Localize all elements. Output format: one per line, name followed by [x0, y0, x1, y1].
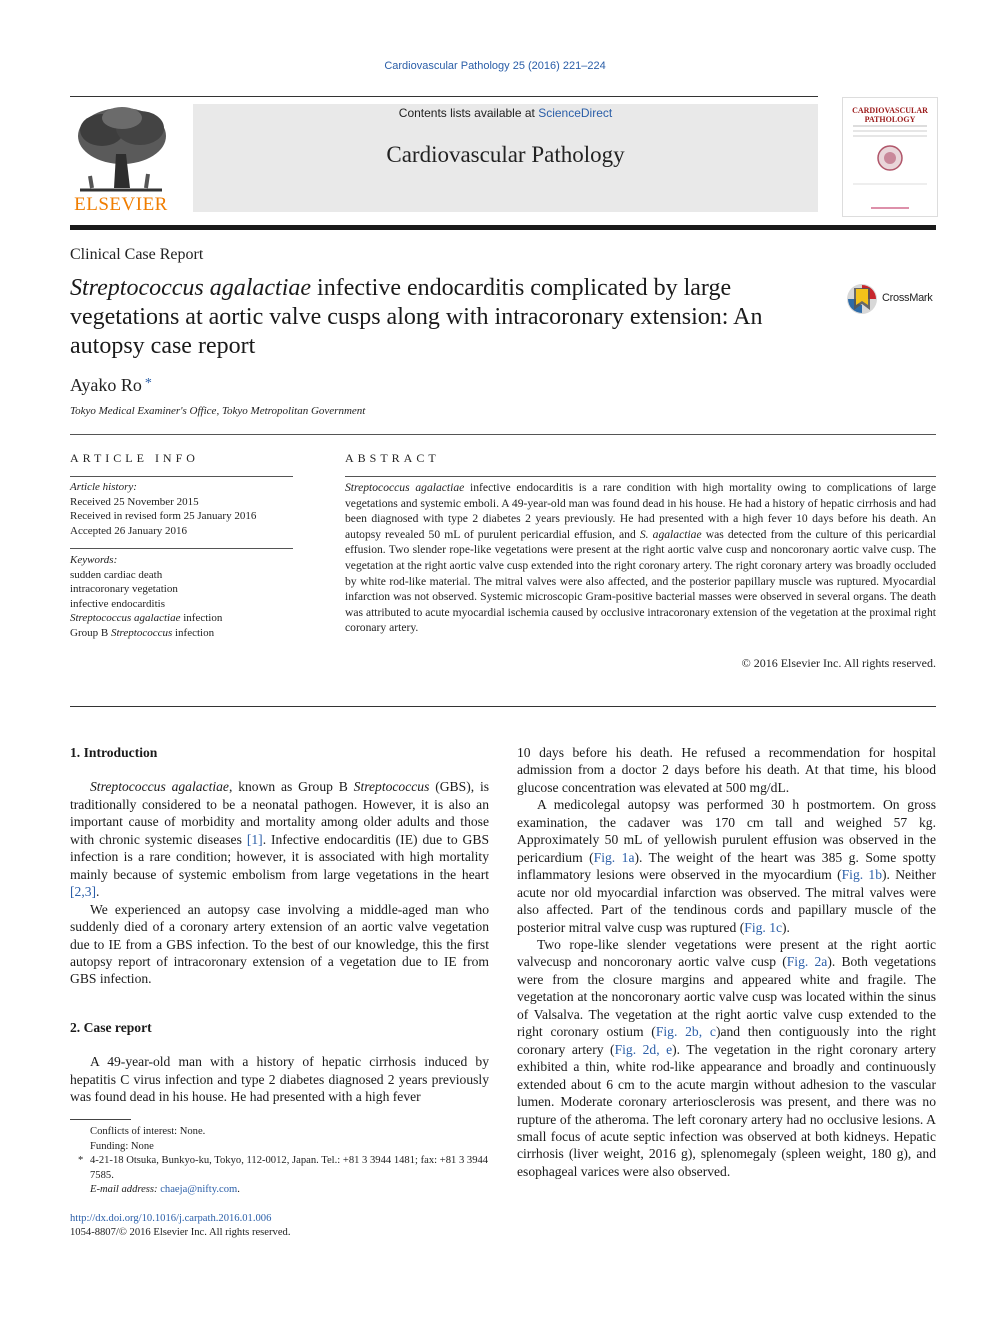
intro-heading: 1. Introduction [70, 745, 158, 760]
text: ). Neither acute nor old myocardial infarction was observed. The mitral valves were also affected. Part of the tendinous cords and papillary muscle of the posterior mitral valve cusp was ruptured ( [517, 867, 936, 935]
figure-link[interactable]: Fig. 2a [786, 954, 828, 970]
abstract-organism: S. agalactiae [639, 527, 702, 541]
reference-link[interactable]: [2,3] [70, 884, 97, 900]
affiliation: Tokyo Medical Examiner's Office, Tokyo Metropolitan Government [70, 405, 366, 417]
author-line [70, 375, 152, 396]
text: ). The weight of the heart was 385 g. Some spotty inflammatory lesions were observed in the myocardium ( [517, 849, 936, 883]
keywords [70, 553, 222, 640]
elsevier-wordmark: ELSEVIER [74, 194, 168, 215]
abstract-text [345, 480, 936, 636]
header-thick-rule [70, 225, 936, 230]
received-date: Received 25 November 2015 [70, 495, 199, 508]
keyword-italic: Streptococcus agalactiae [70, 612, 181, 624]
header-rule [70, 96, 818, 97]
text: Two rope-like slender vegetations were present at the right aortic valvecusp and noncoronary aortic valve cusp ( [517, 936, 936, 970]
keyword [70, 611, 222, 626]
address-text: 4-21-18 Otsuka, Bunkyo-ku, Tokyo, 112-0012, Japan. Tel.: +81 3 3944 1481; fax: +81 3 3944 7585. [90, 1155, 489, 1181]
text-italic: Streptococcus [353, 779, 430, 795]
history-label: Article history: [70, 481, 137, 493]
author-name[interactable]: Ayako Ro [70, 375, 142, 395]
case-paragraph: 10 days before his death. He refused a recommendation for hospital admission from a doctor 2 days before his death. At that time, his blood glucose concentration was elevated at 500 mg/dL. [517, 745, 936, 795]
title-organism: Streptococcus agalactiae [70, 275, 312, 301]
keywords-label: Keywords: [70, 554, 118, 566]
left-column [70, 744, 489, 1106]
text: (GBS), is traditionally considered to be a neonatal pathogen. However, it is also an important cause of morbidity and mortality among older adults and those with chronic systemic diseases [70, 779, 490, 847]
keyword: intracoronary vegetation [70, 583, 178, 595]
right-column [517, 744, 936, 1180]
revised-date: Received in revised form 25 January 2016 [70, 510, 257, 522]
crossmark-icon [846, 283, 878, 315]
figure-link[interactable]: Fig. 1a [593, 849, 635, 865]
abstract-organism: Streptococcus agalactiae [345, 481, 465, 494]
autopsy-paragraph [517, 796, 936, 936]
keyword-pre: Group B [70, 626, 111, 639]
abstract-part: infective endocarditis is a rare condition with high mortality owing to complications of large vegetations and systemic emboli. A 49-year-old man was found dead in his house. He had a history of hepatic cirrhosis and had been diagnosed with type 2 diabetes 2 years previously. He had presented with a high fever 10 days before his death. An autopsy revealed 50 mL of purulent pericardial effusion, and [345, 481, 936, 541]
figure-link[interactable]: Fig. 1c [744, 919, 783, 935]
email-end: . [237, 1184, 240, 1195]
journal-citation[interactable]: Cardiovascular Pathology 25 (2016) 221–224 [384, 60, 606, 72]
keyword: infective endocarditis [70, 597, 165, 610]
text: , known as Group B [228, 779, 354, 795]
reference-link[interactable]: [1] [246, 831, 263, 847]
keyword-rest: infection [180, 612, 223, 624]
title-rule [70, 434, 936, 435]
text: A medicolegal autopsy was performed 30 h postmortem. On gross examination, the cadaver was 170 cm tall and weighed 57 kg. Approximately 50 mL of yellowish purulent effusion was observed in the pericardium ( [517, 797, 936, 865]
crossmark-label: CrossMark [882, 292, 933, 304]
journal-cover-thumbnail[interactable] [842, 97, 938, 217]
contents-line [193, 106, 818, 120]
text: ). Both vegetations were from the closure margins and appeared white and fragile. The vegetation at the noncoronary aortic valve cusp was located within the sinus of Valsalva. The vegetation at the right aortic valve cusp extended to the right coronary ostium ( [517, 954, 936, 1040]
text: . Infective endocarditis (IE) due to GBS infection is a rare condition; however, it is associated with high mortality mainly because of systemic embolism from large vegetations in the heart [70, 831, 490, 882]
sciencedirect-link[interactable]: ScienceDirect [538, 106, 613, 120]
text-italic: Streptococcus agalactiae [90, 779, 229, 795]
footnote-rule [70, 1119, 131, 1120]
figure-link[interactable]: Fig. 2b, c [655, 1024, 716, 1040]
journal-title[interactable]: Cardiovascular Pathology [386, 142, 625, 167]
journal-banner [193, 104, 818, 212]
text: ). [782, 919, 790, 935]
intro-paragraph: We experienced an autopsy case involving a middle-aged man who suddenly died of a coronary artery extension of an aortic valve vegetation due to IE from a GBS infection. To the best of our knowledge, this the first autopsy report of intracoronary extension of a vegetation due to IE from GBS infection. [70, 901, 489, 987]
elsevier-logo[interactable] [70, 104, 172, 216]
text: . [96, 884, 100, 900]
address-note [70, 1154, 489, 1183]
keyword [70, 626, 222, 641]
article-type: Clinical Case Report [70, 246, 204, 263]
crossmark-button[interactable] [846, 283, 941, 315]
article-title [70, 274, 820, 361]
keyword-italic: Streptococcus [110, 626, 173, 639]
tree-icon [70, 104, 172, 194]
author-footnote-mark[interactable]: * [144, 376, 152, 391]
funding-note: Funding: None [90, 1140, 154, 1152]
email-label: E-mail address: [90, 1184, 158, 1195]
doi-link[interactable]: http://dx.doi.org/10.1016/j.carpath.2016.01.006 [70, 1213, 272, 1224]
intro-paragraph [70, 778, 489, 900]
text: )and then contiguously into the right coronary artery ( [517, 1024, 937, 1057]
figure-link[interactable]: Fig. 2d, e [614, 1041, 673, 1057]
email-link[interactable]: chaeja@nifty.com [160, 1184, 238, 1195]
keyword: sudden cardiac death [70, 568, 163, 581]
title-rest: infective endocarditis complicated by large vegetations at aortic valve cusps along with intracoronary extension: An autopsy case report [70, 275, 763, 359]
abstract-part: was detected from the culture of this pericardial effusion. Two slender rope-like vegetations were present at the right aortic valve cusp and noncoronary aortic valve cusp. The vegetation at the right aortic valve cusp extended into the right coronary artery. The right coronary artery was broadly occluded by white rod-like material. The mitral valves were also affected, and the posterior papillary muscle was ruptured. Myocardial infarction was not observed. Systemic microscopic Gram-positive bacterial masses were observed in several organs. The death was attributed to acute myocardial ischemia caused by occlusive intracoronary extension of the vegetation at the proximal right coronary artery. [345, 527, 936, 635]
vegetation-paragraph [517, 936, 936, 1180]
case-heading: 2. Case report [70, 1019, 152, 1035]
keyword-rest: infection [172, 626, 215, 639]
text: ). The vegetation in the right coronary artery exhibited a thin, white rod-like appearance and broadly and continuously extended about 6 cm to the acute margin without adhesion to the vascular lumen. Moderate coronary arteriosclerosis was present, and there was no rupture of the atheroma. The left coronary artery had no occlusive lesions. A small focus of acute septic infection was observed at both kidneys. Hepatic cirrhosis (liver weight, 2016 g), splenomegaly (spleen weight, 180 g), and esophageal varices were also observed. [517, 1041, 936, 1179]
footnotes [70, 1125, 489, 1198]
abstract-heading: ABSTRACT [345, 451, 440, 465]
email-note [70, 1183, 489, 1198]
abstract-end-rule [70, 706, 936, 707]
conflict-note: Conflicts of interest: None. [90, 1126, 206, 1137]
copyright: © 2016 Elsevier Inc. All rights reserved. [741, 656, 936, 670]
article-history [70, 480, 256, 538]
figure-link[interactable]: Fig. 1b [841, 867, 883, 883]
article-info-rule [70, 476, 293, 477]
article-info-heading: ARTICLE INFO [70, 451, 199, 465]
cover-title: CARDIOVASCULAR PATHOLOGY [852, 106, 928, 124]
footnote-star: * [78, 1155, 84, 1166]
contents-prefix: Contents lists available at [398, 106, 539, 120]
cover-art-icon [843, 120, 937, 220]
abstract-rule [345, 476, 936, 477]
accepted-date: Accepted 26 January 2016 [70, 524, 187, 537]
case-paragraph: A 49-year-old man with a history of hepatic cirrhosis induced by hepatitis C virus infection and type 2 diabetes diagnosed 2 years previously was found dead in his house. He had presented with a high fever [70, 1054, 489, 1105]
issn-line: 1054-8807/© 2016 Elsevier Inc. All rights reserved. [70, 1227, 291, 1238]
keywords-rule [70, 548, 293, 549]
